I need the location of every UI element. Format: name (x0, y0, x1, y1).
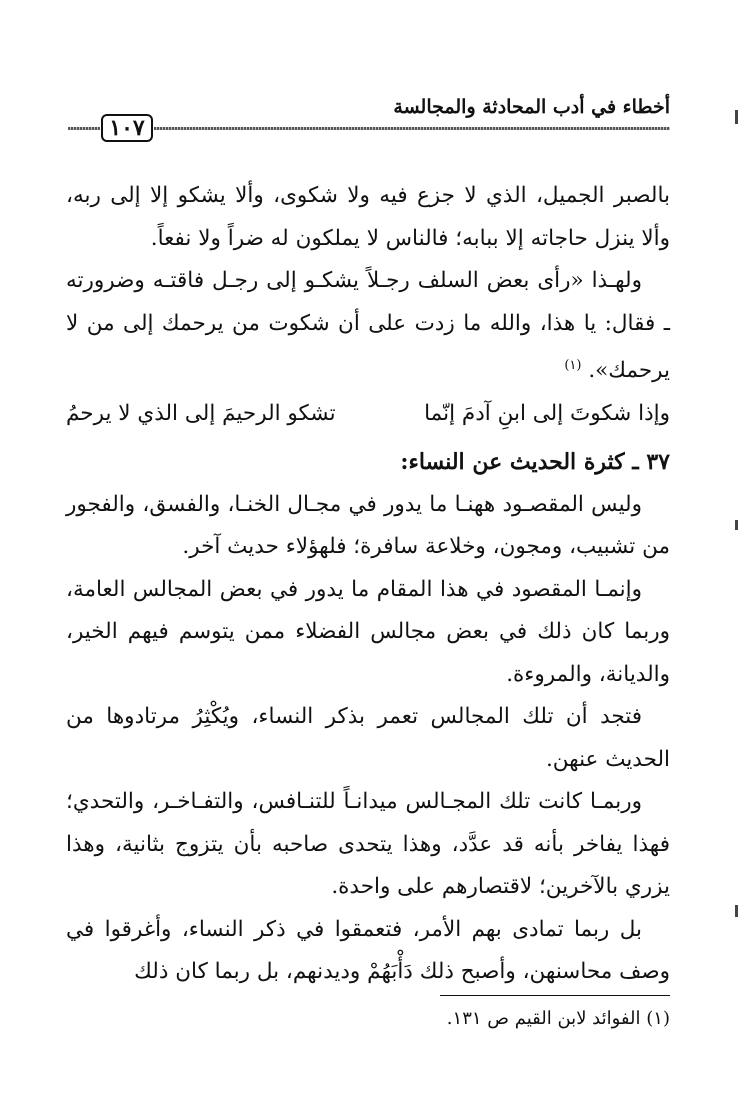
paragraph-6: وربمـا كانت تلك المجـالس ميدانـاً للتنـافس، والتفـاخـر، والتحدي؛ فهذا يفاخر بأنه قد عدَّد، وهذا يتحدى صاحبه بأن يتزوج بثانية، وهذا يزري بالآخرين؛ لاقتصارهم على واحدة. (66, 789, 670, 900)
page-number: ١٠٧ (101, 114, 153, 142)
paragraph-7: بل ربما تمادى بهم الأمر، فتعمقوا في ذكر النساء، وأغرقوا في وصف محاسنهن، وأصبح ذلك دَأْبَهُمْ وديدنهم، بل ربما كان ذلك (66, 916, 670, 985)
paragraph-5: فتجد أن تلك المجالس تعمر بذكر النساء، ويُكْثِرُ مرتادوها من الحديث عنهن. (66, 704, 670, 772)
paragraph-2-text: ولهـذا «رأى بعض السلف رجـلاً يشكـو إلى رجـل فاقتـه وضرورته ـ فقال: يا هذا، والله ما زدت على أن شكوت من يرحمك إلى من لا يرحمك». (66, 268, 670, 384)
paragraph-1: بالصبر الجميل، الذي لا جزع فيه ولا شكوى، وألا يشكو إلا إلى ربه، وألا ينزل حاجاته إلا ببابه؛ فالناس لا يملكون له ضراً ولا نفعاً. (66, 183, 670, 251)
verse-first-hemistich: وإذا شكوتَ إلى ابنِ آدمَ إنّما (424, 400, 670, 426)
footnote-text: الفوائد لابن القيم ص ١٣١. (446, 1008, 641, 1029)
running-title: أخطاء في أدب المحادثة والمجالسة (393, 96, 670, 118)
paragraph-2 (66, 260, 670, 393)
footnote-separator (440, 995, 670, 996)
body-text (66, 175, 670, 994)
footnote-reference: (١) (564, 358, 582, 373)
header-rule-right (154, 127, 670, 130)
poetry-verse (66, 393, 670, 436)
paragraph-4: وإنمـا المقصود في هذا المقام ما يدور في بعض المجالس العامة، وربما كان ذلك في بعض مجالس الفضلاء ممن يتوسم فيهم الخير، والديانة، والمروءة. (66, 576, 670, 687)
footnote-marker: (١) (646, 1008, 670, 1029)
verse-second-hemistich: تشكو الرحيمَ إلى الذي لا يرحمُ (66, 400, 336, 426)
header-rule-left (68, 127, 100, 130)
footnote (66, 1008, 670, 1029)
paragraph-3: وليس المقصـود ههنـا ما يدور في مجـال الخنـا، والفسق، والفجور من تشبيب، ومجون، وخلاعة سافرة؛ فلهؤلاء حديث آخر. (66, 491, 670, 560)
section-heading: ٣٧ ـ كثرة الحديث عن النساء: (400, 449, 670, 476)
